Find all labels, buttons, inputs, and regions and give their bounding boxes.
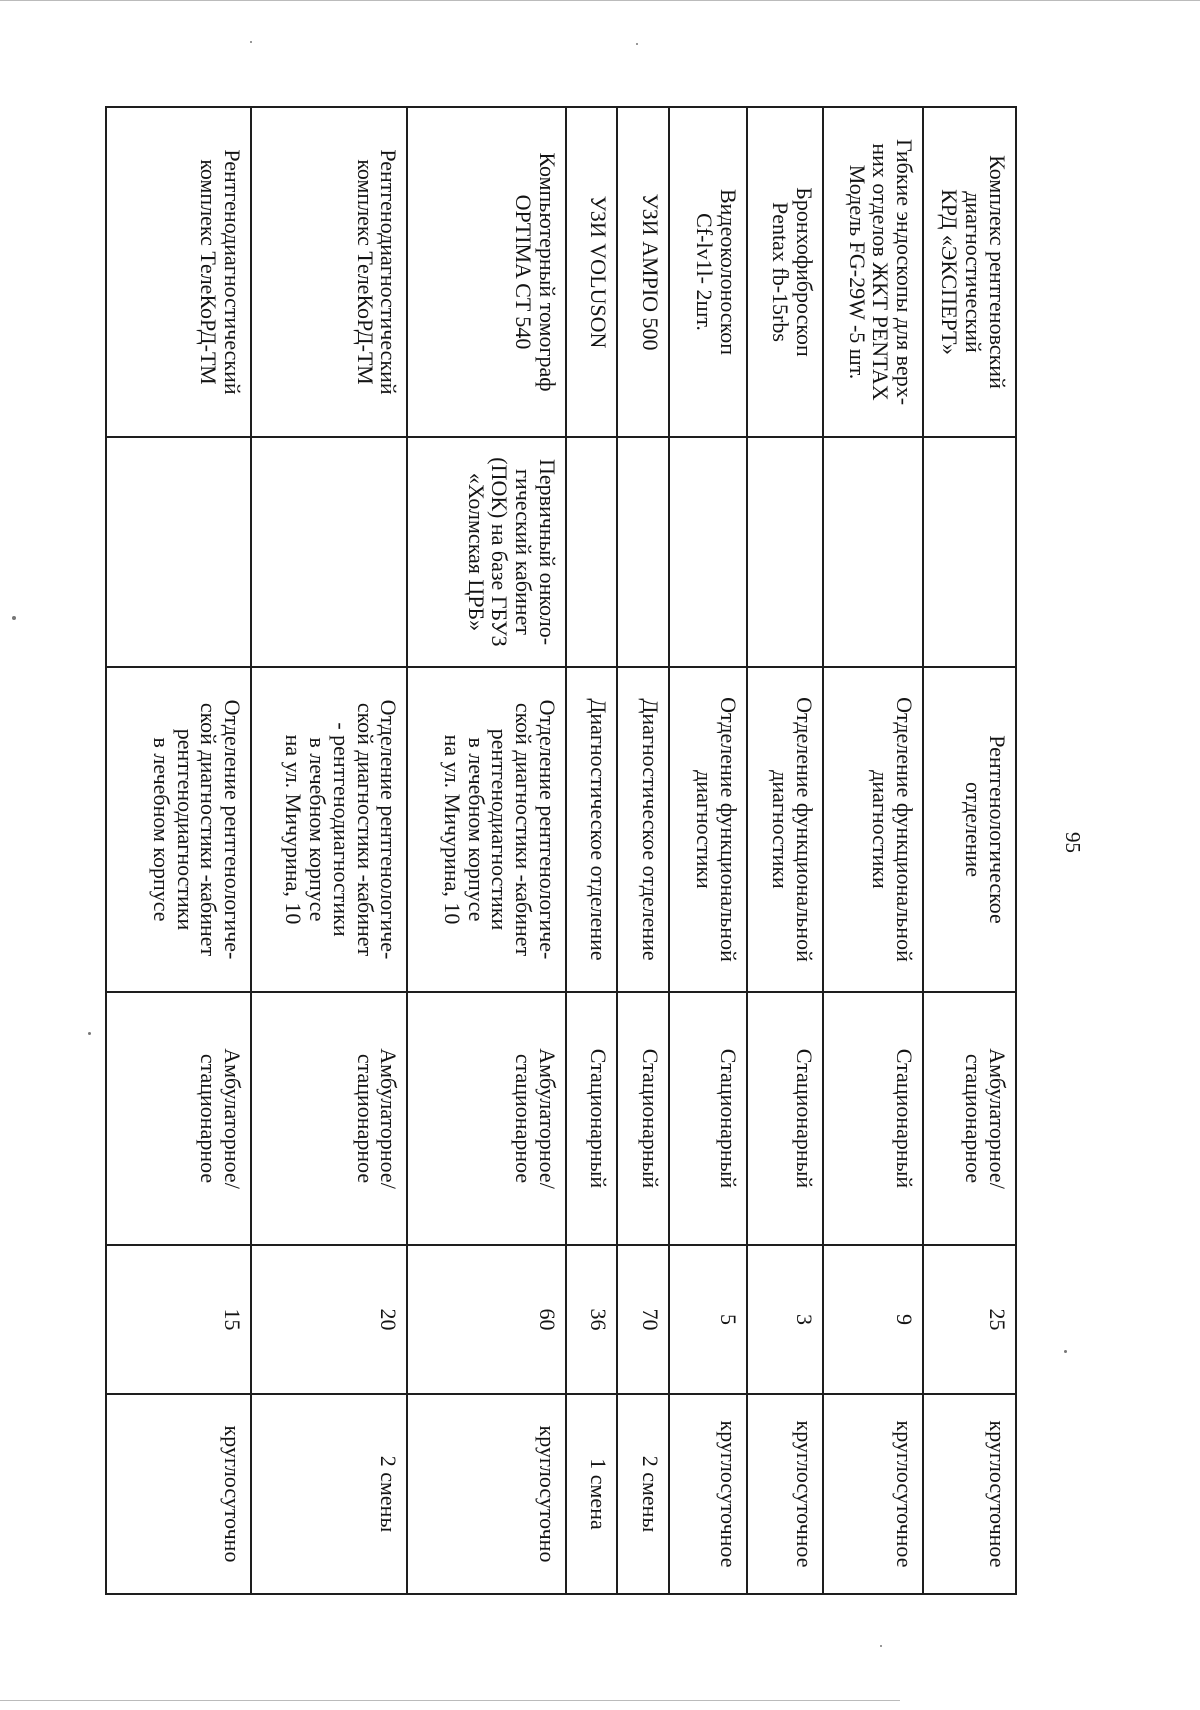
equipment-cell: Компьютерный томограф OPTIMA CT 540 xyxy=(407,107,566,437)
count-cell: 20 xyxy=(251,1245,407,1394)
count-cell: 25 xyxy=(923,1245,1016,1394)
institution-cell xyxy=(669,437,747,667)
scan-speck xyxy=(12,616,16,620)
scan-speck xyxy=(880,1645,882,1647)
scan-speck xyxy=(250,41,252,43)
table-row xyxy=(823,107,923,1594)
equipment-cell: Видеоколоноскоп Cf-lv1l- 2шт. xyxy=(669,107,747,437)
scan-speck xyxy=(88,1032,91,1035)
table-row xyxy=(106,107,251,1594)
department-cell: Диагностическое отделение xyxy=(566,667,617,992)
scan-edge-top xyxy=(0,0,1200,1)
scan-speck xyxy=(636,43,638,45)
type-cell: Стационарный xyxy=(617,992,668,1245)
schedule-cell: круглосуточное xyxy=(823,1394,923,1594)
type-cell: Амбулаторное/ стационарное xyxy=(106,992,251,1245)
equipment-table xyxy=(105,106,1017,1595)
schedule-cell: круглосуточно xyxy=(106,1394,251,1594)
count-cell: 3 xyxy=(747,1245,823,1394)
equipment-cell: Рентгенодиагностический комплекс ТелеКоРД-ТМ xyxy=(106,107,251,437)
type-cell: Стационарный xyxy=(823,992,923,1245)
count-cell: 15 xyxy=(106,1245,251,1394)
schedule-cell: 2 смены xyxy=(251,1394,407,1594)
table-row xyxy=(747,107,823,1594)
department-cell: Отделение рентгенологиче- ской диагностики -кабинет рентгенодиагностики в лечебном корпусе xyxy=(106,667,251,992)
institution-cell: Первичный онколо- гический кабинет (ПОК) на базе ГБУЗ «Холмская ЦРБ» xyxy=(407,437,566,667)
equipment-cell: УЗИ VOLUSON xyxy=(566,107,617,437)
rotated-table-container xyxy=(105,106,1017,1593)
department-cell: Рентгенологическое отделение xyxy=(923,667,1016,992)
equipment-cell: УЗИ AMPIO 500 xyxy=(617,107,668,437)
schedule-cell: 2 смены xyxy=(617,1394,668,1594)
institution-cell xyxy=(251,437,407,667)
equipment-cell: Гибкие эндоскопы для верх- них отделов ЖКТ PENTAX Модель FG-29W -5 шт. xyxy=(823,107,923,437)
count-cell: 60 xyxy=(407,1245,566,1394)
count-cell: 9 xyxy=(823,1245,923,1394)
type-cell: Амбулаторное/ стационарное xyxy=(407,992,566,1245)
page-number: 95 xyxy=(1061,832,1085,853)
type-cell: Стационарный xyxy=(566,992,617,1245)
department-cell: Отделение функциональной диагностики xyxy=(823,667,923,992)
institution-cell xyxy=(823,437,923,667)
equipment-cell: Комплекс рентгеновский диагностический КРД «ЭКСПЕРТ» xyxy=(923,107,1016,437)
count-cell: 5 xyxy=(669,1245,747,1394)
department-cell: Отделение рентгенологиче- ской диагностики -кабинет - рентгенодиагностики в лечебном корпусе на ул. Мичурина, 10 xyxy=(251,667,407,992)
table-row xyxy=(251,107,407,1594)
count-cell: 70 xyxy=(617,1245,668,1394)
type-cell: Стационарный xyxy=(747,992,823,1245)
institution-cell xyxy=(747,437,823,667)
institution-cell xyxy=(106,437,251,667)
schedule-cell: круглосуточное xyxy=(923,1394,1016,1594)
type-cell: Амбулаторное/ стационарное xyxy=(251,992,407,1245)
equipment-cell: Бронхофиброскоп Pentax fb-15rbs xyxy=(747,107,823,437)
institution-cell xyxy=(566,437,617,667)
equipment-cell: Рентгенодиагностический комплекс ТелеКоРД-ТМ xyxy=(251,107,407,437)
table-row xyxy=(923,107,1016,1594)
table-row xyxy=(566,107,617,1594)
department-cell: Отделение функциональной диагностики xyxy=(669,667,747,992)
type-cell: Амбулаторное/ стационарное xyxy=(923,992,1016,1245)
table-row xyxy=(617,107,668,1594)
institution-cell xyxy=(617,437,668,667)
scan-speck xyxy=(1064,1350,1067,1353)
table-row xyxy=(407,107,566,1594)
department-cell: Отделение рентгенологиче- ской диагностики -кабинет рентгенодиагностики в лечебном корпусе на ул. Мичурина, 10 xyxy=(407,667,566,992)
schedule-cell: круглосуточное xyxy=(747,1394,823,1594)
institution-cell xyxy=(923,437,1016,667)
department-cell: Отделение функциональной диагностики xyxy=(747,667,823,992)
count-cell: 36 xyxy=(566,1245,617,1394)
department-cell: Диагностическое отделение xyxy=(617,667,668,992)
type-cell: Стационарный xyxy=(669,992,747,1245)
schedule-cell: круглосуточно xyxy=(407,1394,566,1594)
table-row xyxy=(669,107,747,1594)
schedule-cell: круглосуточное xyxy=(669,1394,747,1594)
schedule-cell: 1 смена xyxy=(566,1394,617,1594)
scan-edge-bottom xyxy=(0,1700,900,1701)
